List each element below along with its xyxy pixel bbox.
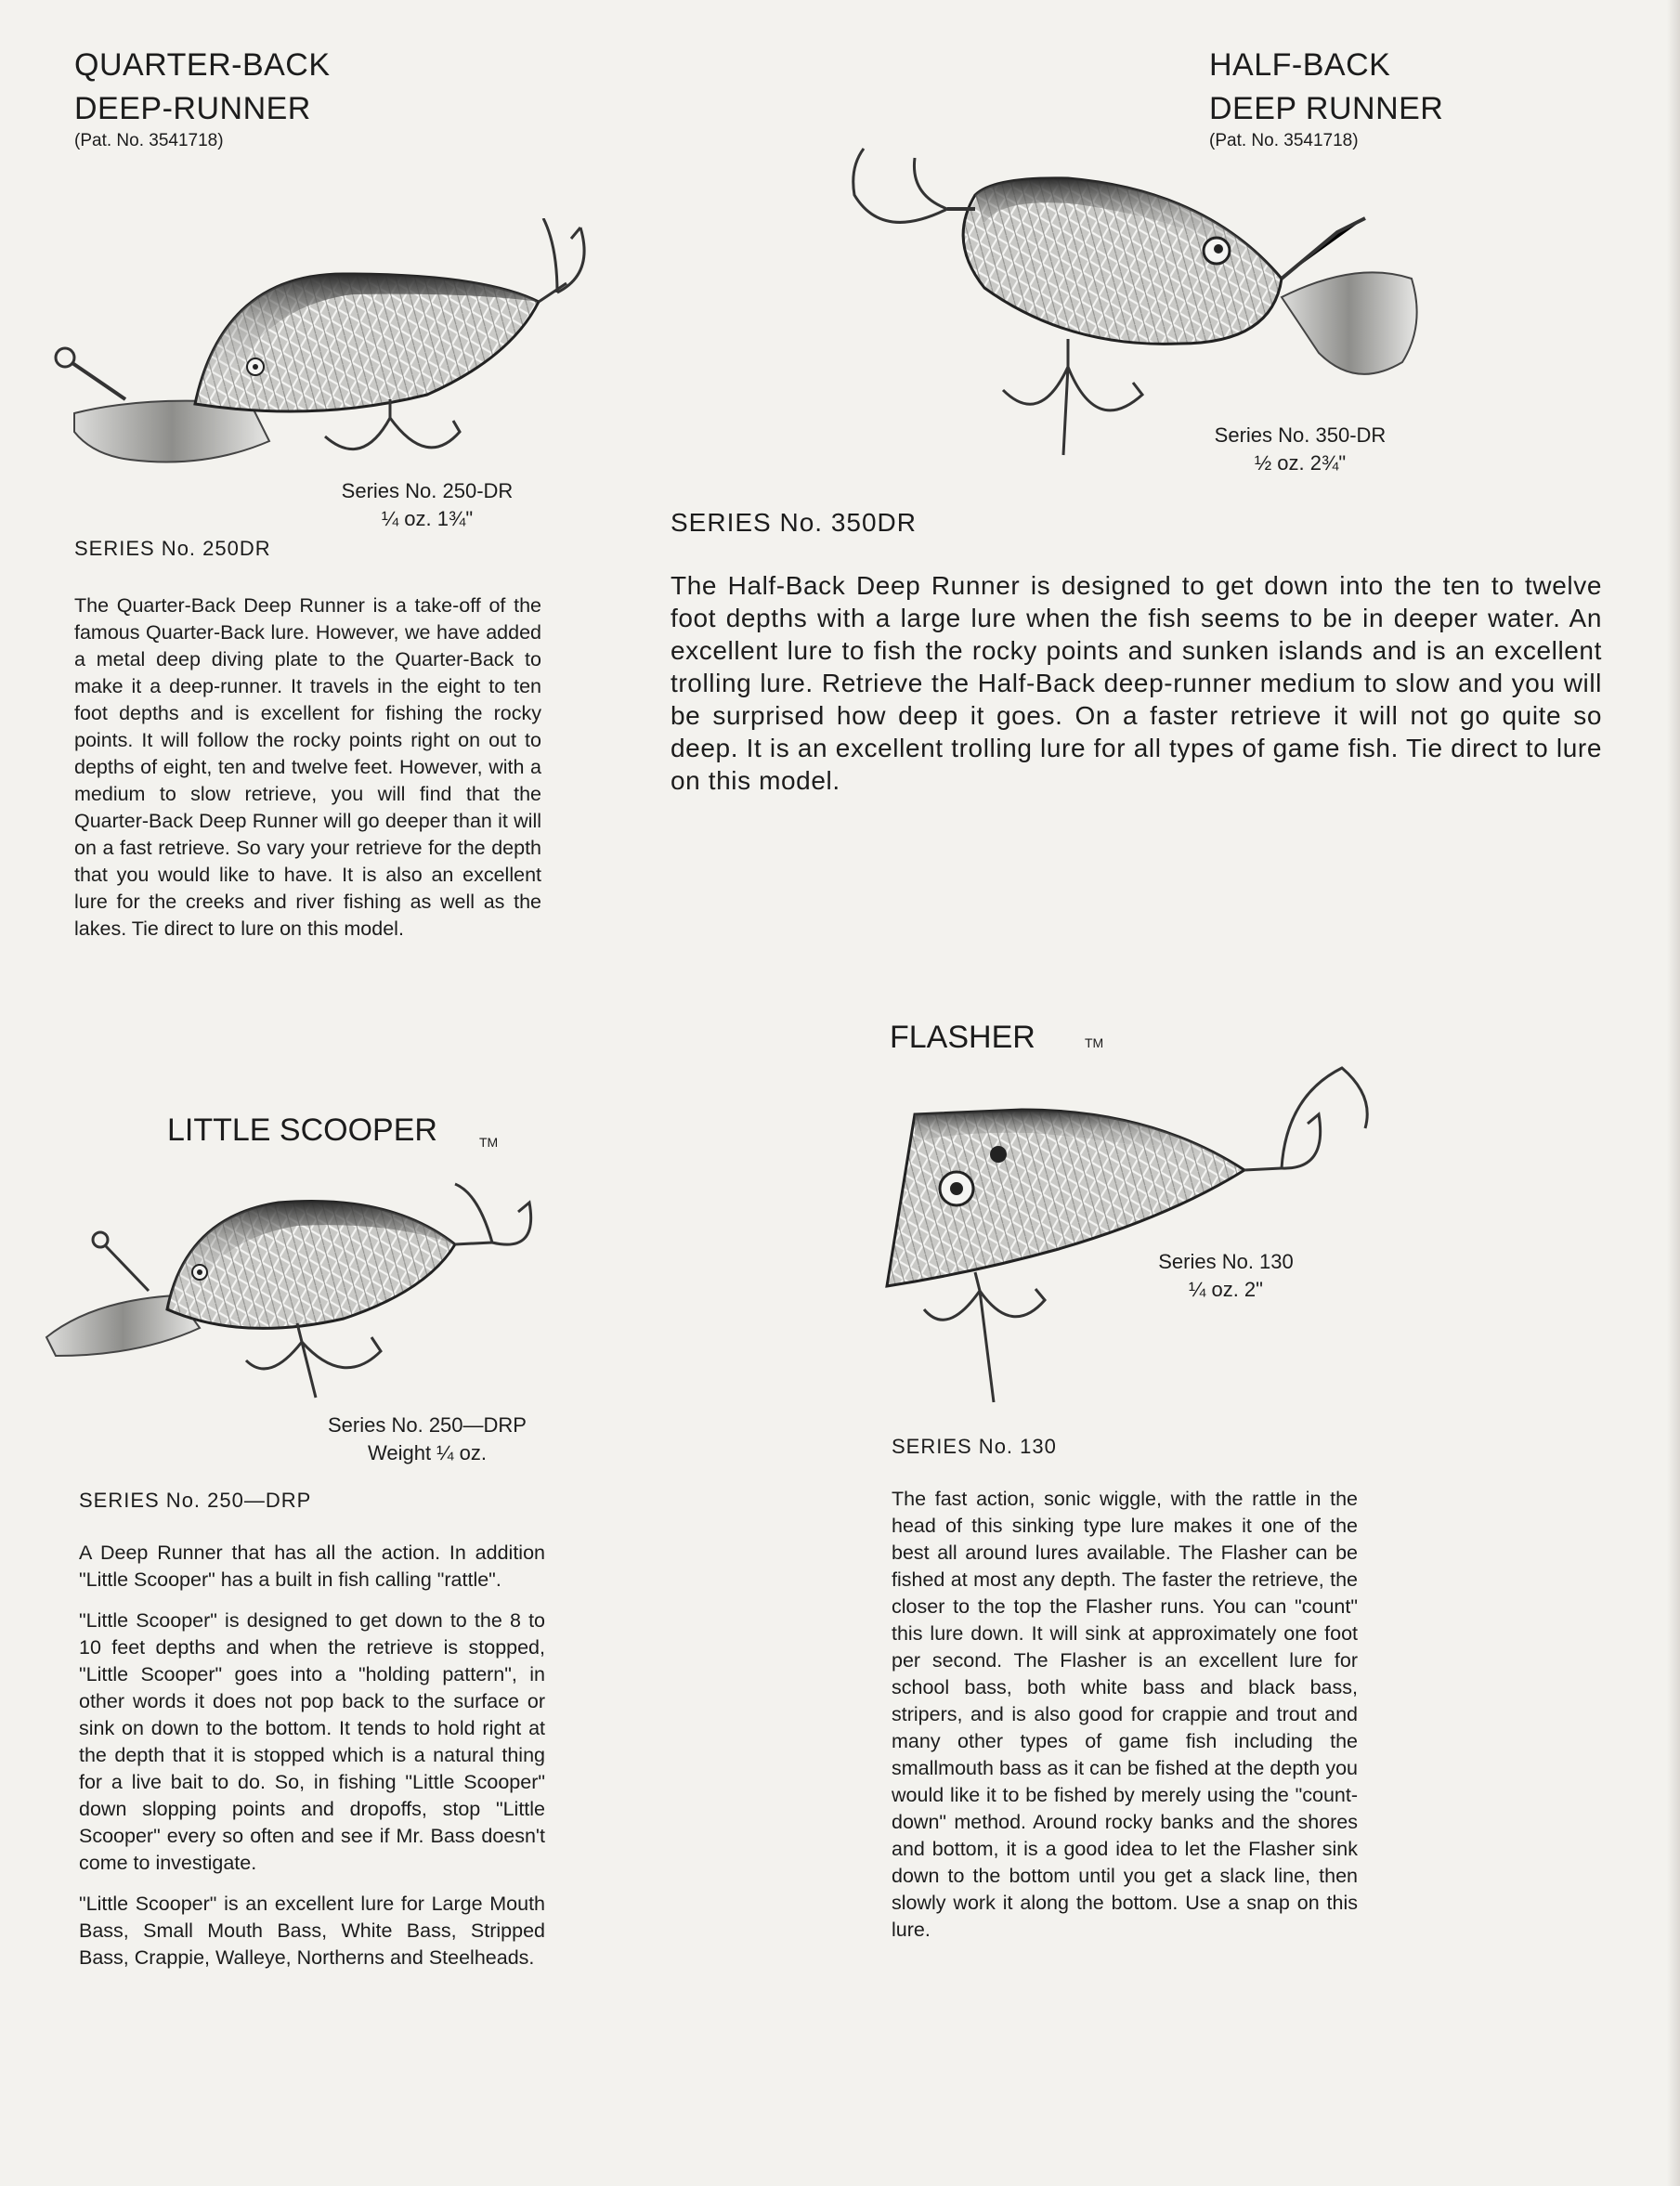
flasher-caption-spec: ¼ oz. 2" — [1189, 1278, 1263, 1301]
little-scooper-tm: TM — [479, 1135, 499, 1150]
quarter-back-title-line1: QUARTER-BACK — [74, 47, 331, 83]
quarter-back-description — [74, 592, 541, 956]
half-back-title-line1: HALF-BACK — [1209, 47, 1391, 83]
quarter-back-caption-series: Series No. 250-DR — [341, 479, 514, 502]
little-scooper-para3: "Little Scooper" is an excellent lure for Large Mouth Bass, Small Mouth Bass, White Bass, Stripped Bass, Crappie, Walleye, Northerns and Steelheads. — [79, 1893, 545, 1969]
flasher-tm: TM — [1085, 1035, 1104, 1050]
half-back-series-heading: SERIES No. 350DR — [671, 508, 917, 537]
quarter-back-patent: (Pat. No. 3541718) — [74, 131, 224, 150]
flasher-title: FLASHER — [890, 1020, 1035, 1055]
flasher-description-text: The fast action, sonic wiggle, with the rattle in the head of this sinking type lure makes it one of the best all around lures available. The Flasher can be fished at most any depth. The faster the retrieve, the closer to the top the Flasher runs. You can "count" this lure down. It will sink at approximately one foot per second. The Flasher is an excellent lure for school bass, both white bass and black bass, stripers, and is also good for crappie and trout and many other types of game fish including the smallmouth bass as it can be fished at the depth you would like it to be fished by merely using the "count-down" method. Around rocky banks and the shores and bottom, it is a good idea to let the Flasher sink down to the bottom until you get a slack line, then slowly work it along the bottom. Use a snap on this lure. — [892, 1488, 1358, 1941]
half-back-description-text: The Half-Back Deep Runner is designed to get down into the ten to twelve foot depths with a large lure when the fish seems to be in deeper water. An excellent lure to fish the rocky points and sunken islands and is an excellent trolling lure. Retrieve the Half-Back deep-runner medium to slow and you will be surprised how deep it goes. On a faster retrieve it will not go quite so deep. It is an excellent trolling lure for all types of game fish. Tie direct to lure on this model. — [671, 571, 1602, 795]
little-scooper-caption — [279, 1412, 576, 1467]
quarter-back-description-text: The Quarter-Back Deep Runner is a take-off of the famous Quarter-Back lure. However, we have added a metal deep diving plate to the Quarter-Back to make it a deep-runner. It travels in the eight to ten foot depths and is excellent for fishing the rocky points. It will follow the rocky points right on out to depths of eight, ten and twelve feet. However, with a medium to slow retrieve, you will find that the Quarter-Back Deep Runner will go deeper than it will on a fast retrieve. So vary your retrieve for the depth that you would like to have. It is also an excellent lure for the creeks and river fishing as well as the lakes. Tie direct to lure on this model. — [74, 594, 541, 940]
little-scooper-para2: "Little Scooper" is designed to get down to the 8 to 10 feet depths and when the retrieve is stopped, "Little Scooper" goes into a "holding pattern", in other words it does not pop back to the surface or sink on down to the bottom. It tends to hold right at the depth that it is stopped which is a natural thing for a live bait to do. So, in fishing "Little Scooper" down slopping points and dropoffs, stop "Little Scooper" every so often and see if Mr. Bass doesn't come to investigate. — [79, 1609, 545, 1874]
little-scooper-caption-series: Series No. 250—DRP — [328, 1413, 527, 1437]
little-scooper-series-heading: SERIES No. 250—DRP — [79, 1489, 312, 1512]
quarter-back-series-heading: SERIES No. 250DR — [74, 537, 271, 560]
flasher-caption-series: Series No. 130 — [1158, 1250, 1294, 1273]
quarter-back-caption — [279, 477, 576, 533]
quarter-back-lure-illustration — [37, 218, 594, 488]
flasher-caption — [1114, 1248, 1337, 1304]
flasher-description — [892, 1486, 1358, 1958]
half-back-title-line2: DEEP RUNNER — [1209, 91, 1444, 126]
flasher-lure-illustration — [873, 1059, 1412, 1412]
half-back-description — [671, 569, 1602, 797]
little-scooper-para1: A Deep Runner that has all the action. In addition "Little Scooper" has a built in fish calling "rattle". — [79, 1542, 545, 1591]
half-back-caption-spec: ½ oz. 2¾" — [1254, 451, 1347, 475]
little-scooper-caption-spec: Weight ¼ oz. — [368, 1441, 487, 1464]
page-edge-shadow — [1667, 0, 1680, 2186]
little-scooper-lure-illustration — [37, 1170, 594, 1402]
little-scooper-title: LITTLE SCOOPER — [167, 1113, 437, 1148]
half-back-patent: (Pat. No. 3541718) — [1209, 131, 1359, 150]
quarter-back-title-line2: DEEP-RUNNER — [74, 91, 311, 126]
little-scooper-description — [79, 1540, 545, 1985]
half-back-caption-series: Series No. 350-DR — [1214, 423, 1387, 447]
flasher-series-heading: SERIES No. 130 — [892, 1435, 1057, 1458]
half-back-caption — [1152, 422, 1449, 477]
quarter-back-caption-spec: ¼ oz. 1¾" — [381, 507, 474, 530]
